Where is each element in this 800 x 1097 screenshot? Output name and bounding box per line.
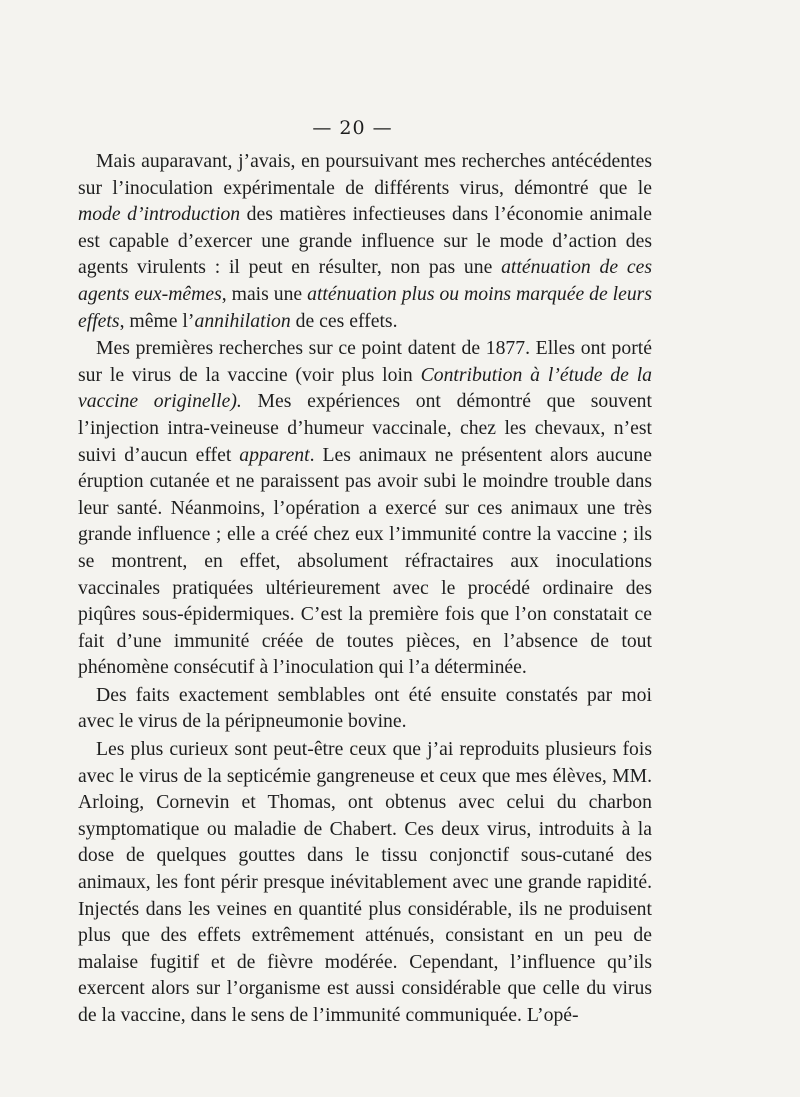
text-run: . Les animaux ne présentent alors aucune éruption cutanée et ne paraissent pas avoir subi le moindre trouble dans leur santé. Néanmoins, l’opération a exercé sur ces animaux une très grande influence ; elle a créé chez eux l’immunité contre la vaccine ; ils se montrent, en effet, absolument réfractaires aux inoculations vaccinales pratiquées ultérieurement avec le procédé ordinaire des piqûres sous-épidermiques. C’est la première fois que l’on constatait ce fait d’une immunité créée de toutes pièces, en l’absence de tout phénomène consécutif à l’inoculation qui l’a déterminée. — [78, 443, 652, 679]
italic-run: mode d’introduction — [78, 203, 241, 226]
text-run: Les plus curieux sont peut-être ceux que j’ai reproduits plusieurs fois avec le virus de la septicémie gangreneuse et ceux que mes élèves, MM. Arloing, Cornevin et Thomas, ont obtenus avec celui du charbon symptomatique ou maladie de Chabert. Ces deux virus, introduits à la dose de quelques gouttes dans le tissu conjonctif sous-cutané des animaux, les font périr presque inévitablement avec une grande rapidité. Injectés dans les veines en quantité plus considérable, ils ne produisent plus que des effets extrêmement atténués, consistant en un peu de malaise fugitif et de fièvre modérée. Cependant, l’influence qu’ils exercent alors sur l’organisme est aussi considérable que celle du virus de la vaccine, dans le sens de l’immunité communiquée. L’opé- — [78, 738, 652, 1026]
italic-run: atténuation plus ou moins marquée de leurs effets — [78, 282, 652, 332]
paragraph — [78, 148, 652, 334]
paragraph — [78, 335, 652, 681]
italic-run: apparent — [239, 443, 310, 466]
text-run: Mes premières recherches sur ce point datent de 1877. Elles ont porté sur le virus de la vaccine (voir plus loin — [78, 337, 652, 386]
italic-run: atténuation de ces agents eux-mêmes — [78, 256, 653, 305]
italic-run: Contribution à l’étude de la vaccine originelle). — [78, 363, 653, 413]
text-run: de ces effets. — [290, 309, 398, 332]
text-run: , même l’ — [119, 309, 195, 332]
paragraph — [78, 736, 652, 1029]
italic-run: annihilation — [194, 309, 291, 332]
paragraph — [78, 682, 652, 735]
text-run: Des faits exactement semblables ont été ensuite constatés par moi avec le virus de la péripneumonie bovine. — [78, 683, 652, 733]
page-number: — 20 — — [312, 117, 393, 139]
text-run: des matières infectieuses dans l’économie animale est capable d’exercer une grande influence sur le mode d’action des agents virulents : il peut en résulter, non pas une — [78, 203, 652, 279]
text-run: Mais auparavant, j’avais, en poursuivant mes recherches antécédentes sur l’inoculation expérimentale de différents virus, démontré que le — [78, 150, 652, 199]
body-text — [78, 148, 652, 1029]
text-run: , mais une — [221, 282, 308, 305]
text-run: Mes expériences ont démontré que souvent l’injection intra-veineuse d’humeur vaccinale, chez les chevaux, n’est suivi d’aucun effet — [78, 390, 652, 466]
